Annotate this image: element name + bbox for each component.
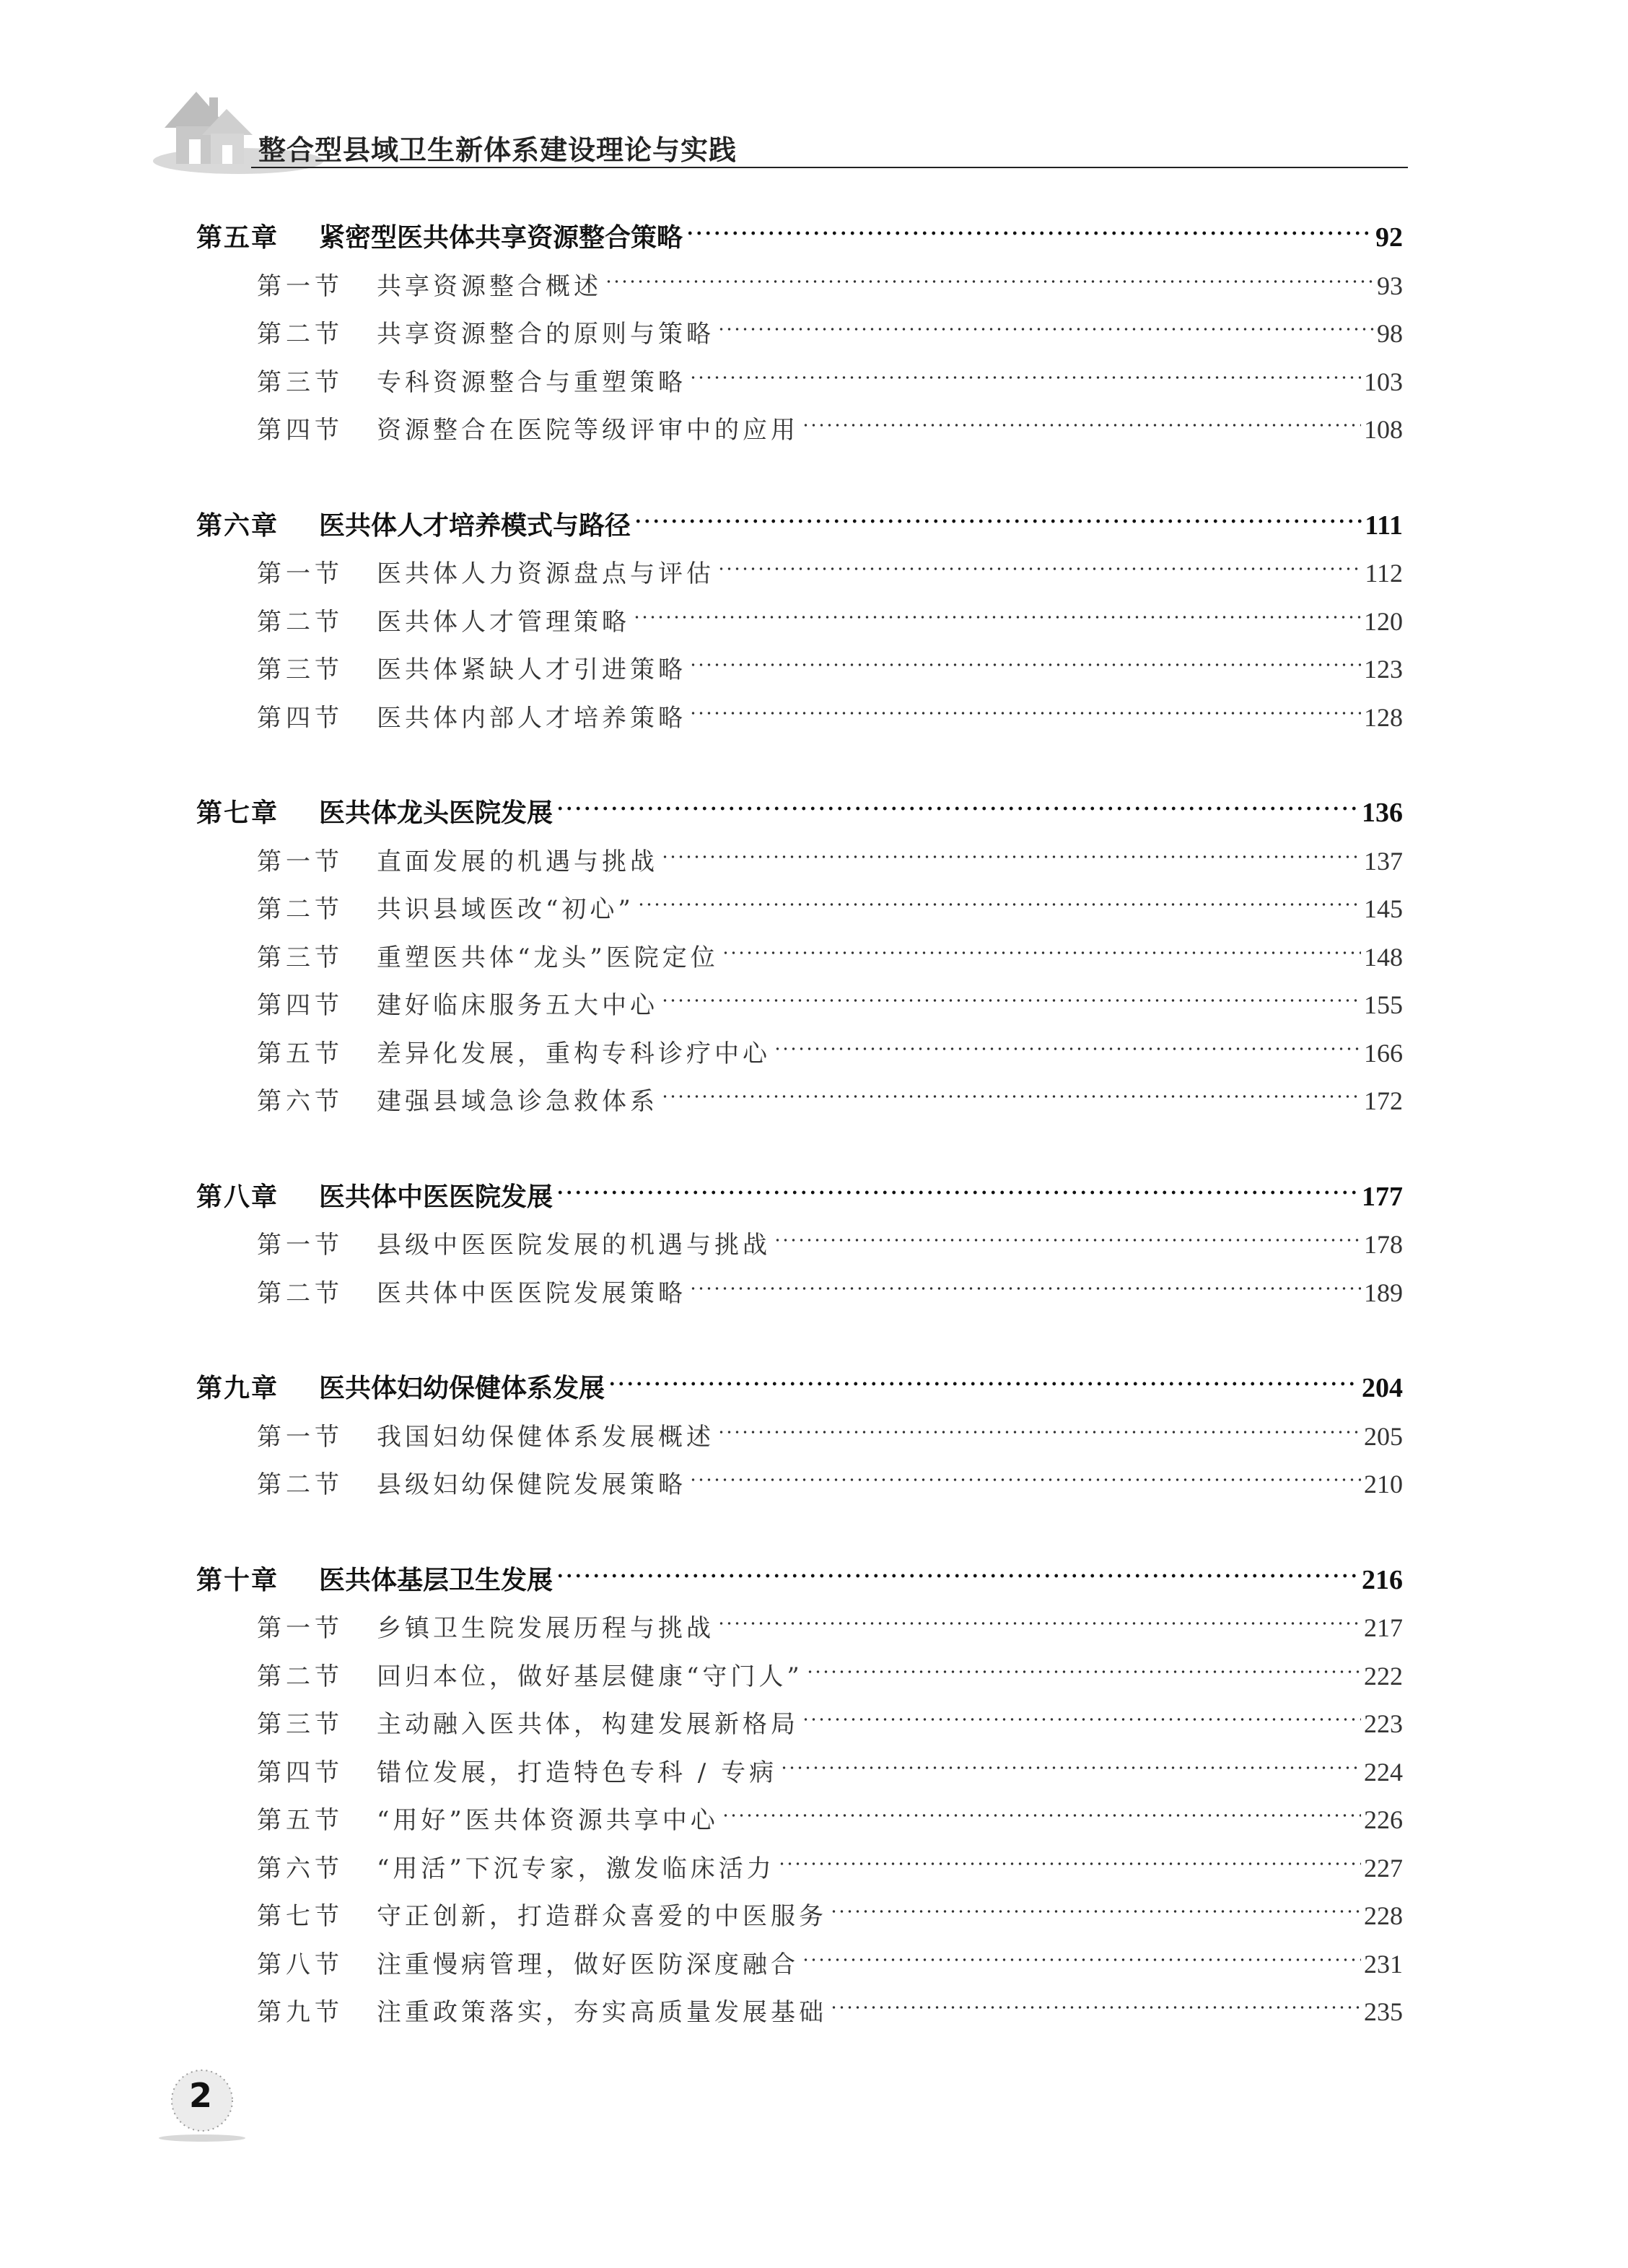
chapter-title: 医共体妇幼保健体系发展 [319,1374,605,1403]
dot-leader [717,1621,1361,1626]
toc-chapter-block [196,789,1403,1125]
section-page-number: 98 [1377,319,1403,348]
table-of-contents [196,214,1403,2084]
section-page-number: 178 [1364,1230,1403,1259]
dot-leader [633,614,1361,620]
chapter-number: 第十章 [196,1565,279,1595]
page-footer [157,2057,273,2151]
dot-leader [717,326,1374,332]
section-number: 第八节 [257,1950,343,1979]
header-divider [251,167,1408,168]
toc-section-entry[interactable] [196,933,1403,982]
section-number: 第一节 [257,847,343,876]
toc-section-entry[interactable] [196,1077,1403,1125]
section-number: 第五节 [257,1806,343,1835]
toc-section-entry[interactable] [196,1652,1403,1701]
toc-chapter-entry[interactable] [196,1173,1403,1221]
dot-leader [605,279,1374,284]
dot-leader [556,1573,1359,1579]
toc-section-entry[interactable] [196,262,1403,310]
section-page-number: 166 [1364,1038,1403,1068]
dot-leader [717,566,1362,572]
running-header [152,76,1407,170]
toc-section-entry[interactable] [196,1748,1403,1797]
chapter-number: 第九章 [196,1374,279,1403]
section-page-number: 93 [1377,271,1403,300]
section-page-number: 103 [1364,367,1403,396]
section-number: 第三节 [257,367,343,397]
toc-section-entry[interactable] [196,1940,1403,1989]
toc-section-entry[interactable] [196,549,1403,598]
dot-leader [806,1669,1361,1675]
chapter-title: 医共体基层卫生发展 [319,1565,553,1595]
toc-section-entry[interactable] [196,310,1403,358]
dot-leader [686,230,1373,236]
dot-leader [689,1477,1361,1483]
section-page-number: 227 [1364,1853,1403,1883]
section-title: “用好”医共体资源共享中心 [377,1806,719,1835]
dot-leader [689,662,1361,668]
section-number: 第四节 [257,703,343,733]
section-title: 医共体紧缺人才引进策略 [377,655,686,684]
section-page-number: 112 [1365,559,1403,588]
toc-chapter-block [196,214,1403,454]
toc-section-entry[interactable] [196,1988,1403,2036]
chapter-page-number: 92 [1375,222,1403,253]
section-number: 第一节 [257,271,343,301]
section-number: 第九节 [257,1998,343,2027]
dot-leader [661,854,1361,860]
page-number: 2 [188,2076,212,2115]
section-number: 第一节 [257,1422,343,1452]
section-title: 资源整合在医院等级评审中的应用 [377,416,799,445]
section-number: 第四节 [257,991,343,1020]
section-title: 回归本位，做好基层健康“守门人” [377,1662,803,1691]
section-number: 第二节 [257,607,343,637]
dot-leader [780,1765,1361,1771]
section-number: 第七节 [257,1902,343,1931]
section-title: 注重慢病管理，做好医防深度融合 [377,1950,799,1979]
section-title: 我国妇幼保健体系发展概述 [377,1422,714,1452]
chapter-title: 医共体中医医院发展 [319,1182,553,1212]
toc-chapter-block [196,1556,1403,2036]
section-title: 医共体中医医院发展策略 [377,1278,686,1308]
toc-chapter-entry[interactable] [196,789,1403,837]
dot-leader [661,1094,1361,1099]
toc-section-entry[interactable] [196,694,1403,742]
toc-chapter-entry[interactable] [196,1364,1403,1413]
dot-leader [830,2005,1361,2010]
chapter-title: 医共体人才培养模式与路径 [319,510,631,541]
section-page-number: 210 [1364,1470,1403,1499]
section-number: 第二节 [257,1470,343,1499]
toc-section-entry[interactable] [196,981,1403,1029]
chapter-title: 医共体龙头医院发展 [319,798,553,828]
toc-section-entry[interactable] [196,645,1403,694]
section-page-number: 226 [1364,1805,1403,1834]
dot-leader [722,1813,1361,1818]
toc-section-entry[interactable] [196,1604,1403,1652]
dot-leader [717,1429,1361,1435]
toc-section-entry[interactable] [196,1269,1403,1317]
section-page-number: 205 [1364,1421,1403,1451]
section-page-number: 223 [1364,1709,1403,1738]
section-page-number: 224 [1364,1757,1403,1787]
toc-section-entry[interactable] [196,1413,1403,1461]
dot-leader [637,902,1361,907]
dot-leader [722,950,1361,956]
section-page-number: 137 [1364,846,1403,876]
toc-section-entry[interactable] [196,1844,1403,1893]
section-page-number: 235 [1364,1997,1403,2026]
section-number: 第三节 [257,655,343,684]
section-title: 守正创新，打造群众喜爱的中医服务 [377,1902,827,1931]
section-title: 县级中医医院发展的机遇与挑战 [377,1231,771,1260]
section-title: 注重政策落实，夯实高质量发展基础 [377,1998,827,2027]
chapter-number: 第八章 [196,1182,279,1212]
section-page-number: 148 [1364,942,1403,972]
section-number: 第二节 [257,1662,343,1691]
section-page-number: 155 [1364,990,1403,1019]
section-title: 重塑医共体“龙头”医院定位 [377,943,719,972]
chapter-page-number: 111 [1365,510,1403,541]
toc-section-entry[interactable] [196,406,1403,454]
toc-section-entry[interactable] [196,837,1403,886]
section-number: 第六节 [257,1854,343,1883]
dot-leader [689,1286,1361,1291]
section-title: 医共体内部人才培养策略 [377,703,686,733]
section-page-number: 222 [1364,1661,1403,1691]
toc-section-entry[interactable] [196,1029,1403,1078]
section-page-number: 217 [1364,1613,1403,1642]
section-title: 乡镇卫生院发展历程与挑战 [377,1614,714,1643]
dot-leader [802,422,1361,428]
section-number: 第一节 [257,1614,343,1643]
section-title: 共享资源整合的原则与策略 [377,320,714,349]
dot-leader [778,1861,1361,1867]
dot-leader [774,1046,1361,1052]
section-number: 第二节 [257,320,343,349]
section-number: 第四节 [257,416,343,445]
book-title: 整合型县域卫生新体系建设理论与实践 [258,134,738,166]
toc-section-entry[interactable] [196,598,1403,646]
section-number: 第三节 [257,1710,343,1739]
section-page-number: 145 [1364,894,1403,923]
toc-chapter-entry[interactable] [196,502,1403,550]
toc-section-entry[interactable] [196,1796,1403,1844]
section-number: 第一节 [257,559,343,588]
toc-chapter-block [196,502,1403,742]
section-number: 第五节 [257,1039,343,1068]
chapter-page-number: 204 [1362,1373,1403,1403]
toc-chapter-entry[interactable] [196,214,1403,262]
chapter-number: 第六章 [196,510,279,541]
dot-leader [802,1717,1361,1722]
dot-leader [608,1381,1359,1387]
section-number: 第四节 [257,1758,343,1787]
section-title: 主动融入医共体，构建发展新格局 [377,1710,799,1739]
dot-leader [661,998,1361,1003]
section-title: 县级妇幼保健院发展策略 [377,1470,686,1499]
dot-leader [634,518,1362,524]
toc-section-entry[interactable] [196,358,1403,406]
dot-leader [802,1957,1361,1963]
section-page-number: 120 [1364,606,1403,636]
toc-section-entry[interactable] [196,1460,1403,1509]
toc-chapter-entry[interactable] [196,1556,1403,1605]
chapter-number: 第五章 [196,223,279,253]
section-page-number: 123 [1364,655,1403,684]
dot-leader [689,710,1361,716]
section-title: 差异化发展，重构专科诊疗中心 [377,1039,771,1068]
section-number: 第二节 [257,895,343,924]
section-number: 第一节 [257,1231,343,1260]
section-title: 共享资源整合概述 [377,271,602,301]
chapter-page-number: 136 [1362,798,1403,828]
section-title: 建好临床服务五大中心 [377,991,658,1020]
toc-chapter-block [196,1364,1403,1509]
toc-section-entry[interactable] [196,1221,1403,1269]
section-number: 第六节 [257,1087,343,1116]
section-number: 第二节 [257,1278,343,1308]
section-title: 医共体人力资源盘点与评估 [377,559,714,588]
section-page-number: 228 [1364,1901,1403,1930]
dot-leader [830,1909,1361,1914]
section-title: 建强县域急诊急救体系 [377,1087,658,1116]
chapter-number: 第七章 [196,798,279,828]
section-page-number: 108 [1364,415,1403,444]
section-page-number: 128 [1364,702,1403,732]
chapter-page-number: 177 [1362,1181,1403,1212]
dot-leader [556,806,1359,811]
toc-section-entry[interactable] [196,1892,1403,1940]
section-number: 第三节 [257,943,343,972]
section-title: “用活”下沉专家，激发临床活力 [377,1854,775,1883]
section-title: 错位发展，打造特色专科 / 专病 [377,1758,778,1787]
section-title: 直面发展的机遇与挑战 [377,847,658,876]
dot-leader [774,1237,1361,1243]
section-page-number: 189 [1364,1278,1403,1307]
section-page-number: 172 [1364,1086,1403,1115]
toc-section-entry[interactable] [196,885,1403,933]
dot-leader [689,375,1361,380]
section-title: 专科资源整合与重塑策略 [377,367,686,397]
section-title: 共识县域医改“初心” [377,895,634,924]
toc-section-entry[interactable] [196,1700,1403,1748]
chapter-title: 紧密型医共体共享资源整合策略 [319,223,683,253]
section-title: 医共体人才管理策略 [377,607,630,637]
dot-leader [556,1190,1359,1195]
toc-chapter-block [196,1173,1403,1317]
chapter-page-number: 216 [1362,1564,1403,1595]
section-page-number: 231 [1364,1949,1403,1979]
